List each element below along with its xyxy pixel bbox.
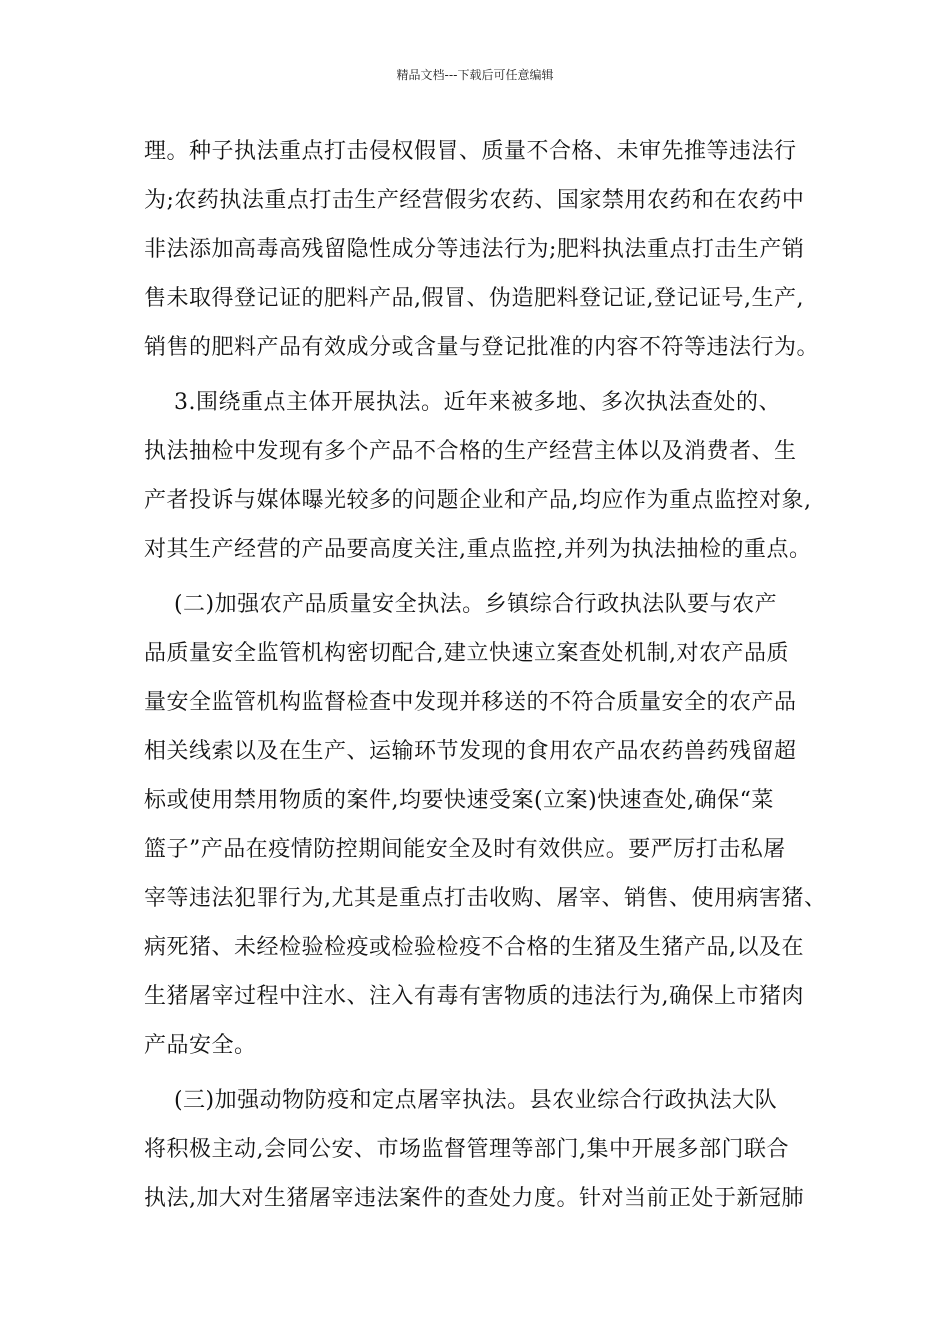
paragraph-2 bbox=[144, 383, 824, 579]
text-line: 标或使用禁用物质的案件,均要快速受案(立案)快速查处,确保“菜 bbox=[144, 788, 774, 813]
text-line: 将积极主动,会同公安、市场监督管理等部门,集中开展多部门联合 bbox=[144, 1137, 789, 1162]
paragraph-1 bbox=[144, 132, 824, 377]
text-line: 理。种子执法重点打击侵权假冒、质量不合格、未审先推等违法行 bbox=[144, 139, 797, 164]
paragraph-3 bbox=[144, 585, 827, 1075]
page-header: 精品文档---下载后可任意编辑 bbox=[396, 68, 554, 82]
text-line: 售未取得登记证的肥料产品,假冒、伪造肥料登记证,登记证号,生产, bbox=[144, 286, 804, 311]
paragraph-4 bbox=[144, 1081, 824, 1228]
text-line: 量安全监管机构监督检查中发现并移送的不符合质量安全的农产品 bbox=[144, 690, 797, 715]
text-line: 品质量安全监管机构密切配合,建立快速立案查处机制,对农产品质 bbox=[144, 641, 789, 666]
text-line: 3.围绕重点主体开展执法。近年来被多地、多次执法查处的、 bbox=[144, 390, 781, 415]
text-line: 产品安全。 bbox=[144, 1033, 257, 1058]
text-line: 相关线索以及在生产、运输环节发现的食用农产品农药兽药残留超 bbox=[144, 739, 797, 764]
text-line: 生猪屠宰过程中注水、注入有毒有害物质的违法行为,确保上市猪肉 bbox=[144, 984, 804, 1009]
text-line: 宰等违法犯罪行为,尤其是重点打击收购、屠宰、销售、使用病害猪、 bbox=[144, 886, 827, 911]
text-line: 病死猪、未经检验检疫或检验检疫不合格的生猪及生猪产品,以及在 bbox=[144, 935, 804, 960]
text-line: 对其生产经营的产品要高度关注,重点监控,并列为执法抽检的重点。 bbox=[144, 537, 812, 562]
text-line: 销售的肥料产品有效成分或含量与登记批准的内容不符等违法行为。 bbox=[144, 335, 820, 360]
text-line: 非法添加高毒高残留隐性成分等违法行为;肥料执法重点打击生产销 bbox=[144, 237, 805, 262]
text-line: 产者投诉与媒体曝光较多的问题企业和产品,均应作为重点监控对象, bbox=[144, 488, 812, 513]
text-line: 篮子”产品在疫情防控期间能安全及时有效供应。要严厉打击私屠 bbox=[144, 837, 786, 862]
document-body bbox=[144, 132, 827, 1228]
text-line: (三)加强动物防疫和定点屠宰执法。县农业综合行政执法大队 bbox=[144, 1088, 778, 1113]
text-line: 为;农药执法重点打击生产经营假劣农药、国家禁用农药和在农药中 bbox=[144, 188, 805, 213]
text-line: (二)加强农产品质量安全执法。乡镇综合行政执法队要与农产 bbox=[144, 592, 778, 617]
text-line: 执法,加大对生猪屠宰违法案件的查处力度。针对当前正处于新冠肺 bbox=[144, 1186, 804, 1211]
text-line: 执法抽检中发现有多个产品不合格的生产经营主体以及消费者、生 bbox=[144, 439, 797, 464]
